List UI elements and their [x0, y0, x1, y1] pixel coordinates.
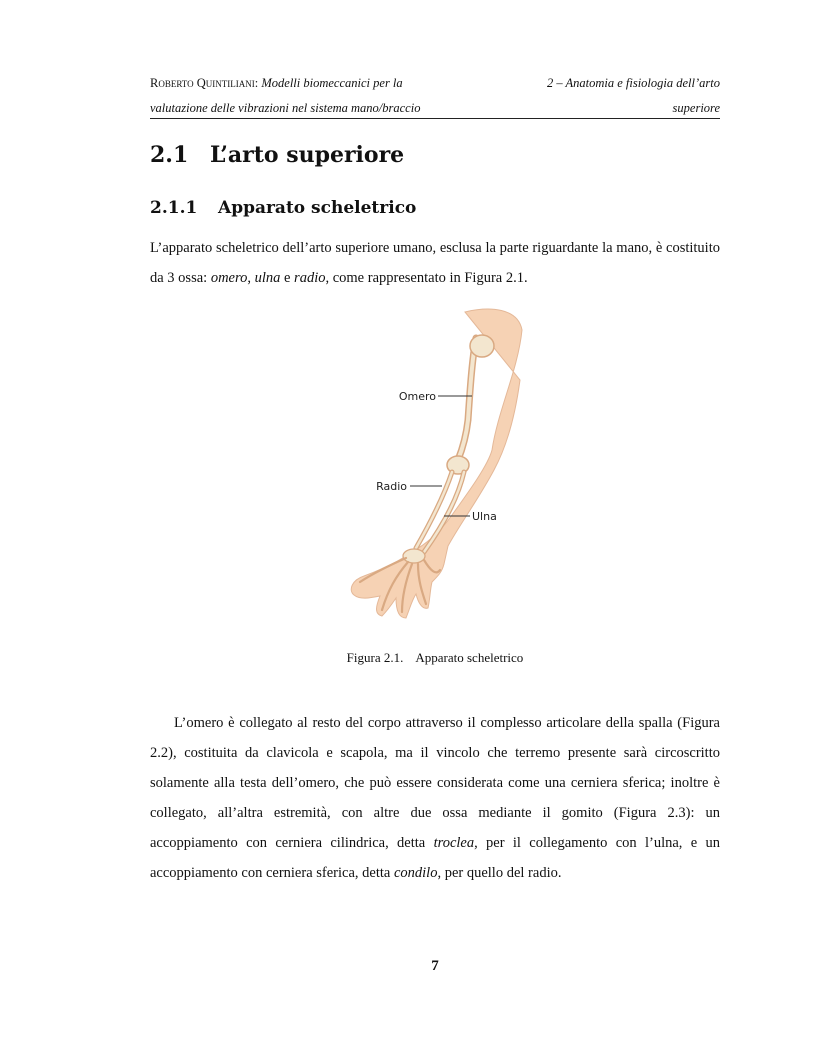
para1-sep1: , — [247, 270, 255, 286]
header-rule — [150, 118, 720, 119]
section-heading — [150, 142, 404, 168]
wrist-carpals — [403, 549, 425, 563]
header-author-title — [150, 76, 403, 91]
label-omero: Omero — [398, 390, 436, 403]
para2-text-a: L’omero è collegato al resto del corpo attraverso il complesso articolare della spalla (Figura 2.2), costituita da clavicola e scapola, ma il vincolo che terremo presente sarà circoscritto solamente alla testa dell’omero, che può essere considerata come una cerniera sferica; inoltre è collegato, all’altra estremità, con altre due ossa mediante il gomito (Figura 2.3): un accoppiamento con cerniera cilindrica, detta — [150, 715, 720, 851]
caption-text: Apparato scheletrico — [415, 650, 524, 665]
term-radio: radio — [294, 270, 326, 286]
para1-sep2: e — [280, 270, 295, 286]
header-chapter-1: 2 – Anatomia e fisiologia dell’arto — [546, 76, 720, 90]
subsection-heading — [150, 198, 416, 218]
header-chapter-2: superiore — [672, 101, 720, 115]
caption-number: Figura 2.1. — [346, 650, 404, 665]
section-title: L’arto superiore — [210, 142, 405, 168]
subsection-title: Apparato scheletrico — [218, 198, 417, 218]
para1-text: L’apparato scheletrico dell’arto superiore umano, esclusa la parte riguardante la mano, è costituito da 3 ossa: — [150, 240, 720, 286]
para1-post: , come rappresentato in Figura 2.1. — [325, 270, 528, 286]
term-condilo: condilo — [393, 865, 438, 881]
para2-text-c: , per quello del radio. — [437, 865, 562, 881]
header-title-2: valutazione delle vibrazioni nel sistema mano/braccio — [150, 101, 421, 115]
humeral-head — [470, 335, 494, 357]
arm-illustration — [340, 300, 540, 630]
paragraph-joints — [150, 708, 720, 888]
label-radio: Radio — [376, 480, 407, 493]
figure-caption — [150, 650, 720, 666]
para2-text-b: , per il collegamento con l’ulna, e un accoppiamento con cerniera sferica, detta — [150, 835, 721, 881]
term-ulna: ulna — [254, 270, 281, 286]
term-troclea: troclea — [433, 835, 475, 851]
label-ulna: Ulna — [472, 510, 497, 523]
header-author: Roberto Quintiliani: — [150, 76, 259, 90]
section-number: 2.1 — [150, 142, 189, 168]
paragraph-intro — [150, 233, 720, 293]
page-number: 7 — [431, 958, 439, 974]
header-title-1: Modelli biomeccanici per la — [261, 76, 403, 90]
figure-arm-skeleton — [340, 300, 540, 630]
term-omero: omero — [210, 270, 248, 286]
subsection-number: 2.1.1 — [150, 198, 198, 218]
